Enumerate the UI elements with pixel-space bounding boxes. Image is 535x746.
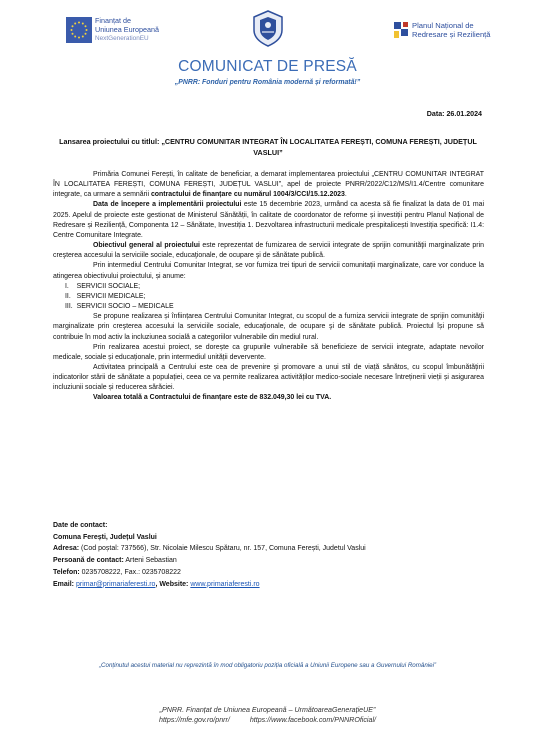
pnrr-logo-text: Planul Național de Redresare și Reziliență	[412, 21, 491, 39]
paragraph-2: Data de începere a implementării proiectului este 15 decembrie 2023, urmând ca acesta să fie finalizat la data de 01 mai 2025. Apelul de proiecte este gestionat de Ministerul Sănătății, în calitate de coordonator de reforme și investiții pentru Planul Național de Redresare și Reziliență, Componenta 12 – Sănătate, Investiția 1. Dezvoltarea infrastructurii medicale prespitalicești Investiția specifică: I1.4: Centre Comunitare Integrate.	[53, 201, 484, 239]
email-label: Email:	[53, 580, 75, 588]
eu-flag-icon	[66, 17, 92, 43]
pnrr-logo-icon	[392, 20, 410, 40]
contact-name: Comuna Ferești, Județul Vaslui	[53, 533, 157, 541]
paragraph-4: Prin intermediul Centrului Comunitar Integrat, se vor furniza trei tipuri de servicii comunitații marginalizate, care vor conduce la atingerea obiectivului proiectului, și anume:	[53, 262, 484, 280]
phone-label: Telefon:	[53, 568, 80, 576]
paragraph-7: Activitatea principală a Centrului este cea de prevenire și promovare a unui stil de viață sănătos, cu scopul îmbunătățirii indicatorilor stării de sănătate a populației, ceea ce va permite realizarea activităților medico-sociale necesare întreținerii vieții și asigurarea incluziunii sociale și reducerea sărăciei.	[53, 363, 484, 392]
person-label: Persoană de contact:	[53, 557, 124, 565]
document-heading: Lansarea proiectului cu titlul: „CENTRU COMUNITAR INTEGRAT ÎN LOCALITATEA FEREȘTI, COMUNA FEREȘTI, JUDEȚUL VASLUI”	[59, 137, 477, 157]
page-title: COMUNICAT DE PRESĂ	[178, 58, 357, 75]
list-item: I. SERVICII SOCIALE;	[65, 282, 141, 290]
document-date: Data: 26.01.2024	[426, 110, 482, 118]
footer-link-mfe[interactable]: https://mfe.gov.ro/pnrr/	[159, 716, 230, 724]
document-body	[53, 170, 484, 404]
paragraph-8: Valoarea totală a Contractului de finanțare este de 832.049,30 lei cu TVA.	[93, 394, 332, 402]
phone-value: 0235708222, Fax.: 0235708222	[79, 568, 181, 576]
paragraph-3: Obiectivul general al proiectului este reprezentat de furnizarea de servicii integrate de sprijin comunităţii marginalizate prin creşterea accesului la serviciile sociale, educaţionale, de ocupare şi de sănătate publică.	[53, 242, 485, 260]
paragraph-1: Primăria Comunei Ferești, în calitate de beneficiar, a demarat implementarea proiectului „CENTRU COMUNITAR INTEGRAT ÎN LOCALITATEA FEREȘTI, COMUNA FEREȘTI, JUDEȚUL VASLUI”, apel de proiecte PNRR/2022/C12/MS/I1.4/Centre comunitare integrate, ca urmare a semnării contractului de finanțare cu numărul 1004/3/CCI/15.12.2023.	[53, 171, 484, 199]
footer-line: „PNRR. Finanțat de Uniunea Europeană – UrmătoareaGenerațieUE”	[159, 706, 376, 714]
page-subtitle: „PNRR: Fonduri pentru România modernă și reformată!”	[174, 79, 361, 86]
list-item: II. SERVICII MEDICALE;	[65, 292, 146, 300]
paragraph-6: Prin realizarea acestui proiect, se dorește ca grupurile vulnerabile să beneficieze de servicii integrate, adaptate nevoilor medicale, sociale și educaționale, prin intermediul unității devervente.	[53, 343, 484, 361]
footer-link-facebook[interactable]: https://www.facebook.com/PNNROficial/	[249, 716, 376, 724]
website-link[interactable]: www.primariaferesti.ro	[190, 580, 260, 588]
website-label: , Website:	[155, 580, 189, 588]
person-value: Arteni Sebastian	[123, 557, 177, 565]
footer-links	[0, 716, 535, 724]
eu-logo-text: Finanțat de Uniunea Europeană NextGenerationEU	[95, 16, 159, 42]
address-label: Adresa:	[53, 545, 80, 553]
email-link[interactable]: primar@primariaferesti.ro	[75, 580, 156, 588]
address-value: (Cod poștal: 737566), Str. Nicolaie Milescu Spătaru, nr. 157, Comuna Ferești, Judetul Vaslui	[79, 545, 366, 553]
contact-heading: Date de contact:	[53, 522, 108, 529]
list-item: III. SERVICII SOCIO – MEDICALE	[65, 303, 174, 311]
paragraph-5: Se propune realizarea și înființarea Centrului Comunitar Integrat, cu scopul de a furniza servicii integrate de sprijin comunităţii marginalizate prin creşterea accesului la serviciile sociale, educaţionale, de ocupare şi de sănătate publică. Proiectul își propune să contribuie în mod activ la incluziunea socială a categoriilor vulnerabile din mediul rural.	[53, 313, 484, 341]
government-crest-icon	[245, 8, 291, 48]
contact-block	[53, 520, 493, 590]
disclaimer: „Conținutul acestui material nu reprezintă în mod obligatoriu poziția oficială a Uniunii Europene sau a Guvernului României”	[98, 662, 437, 669]
